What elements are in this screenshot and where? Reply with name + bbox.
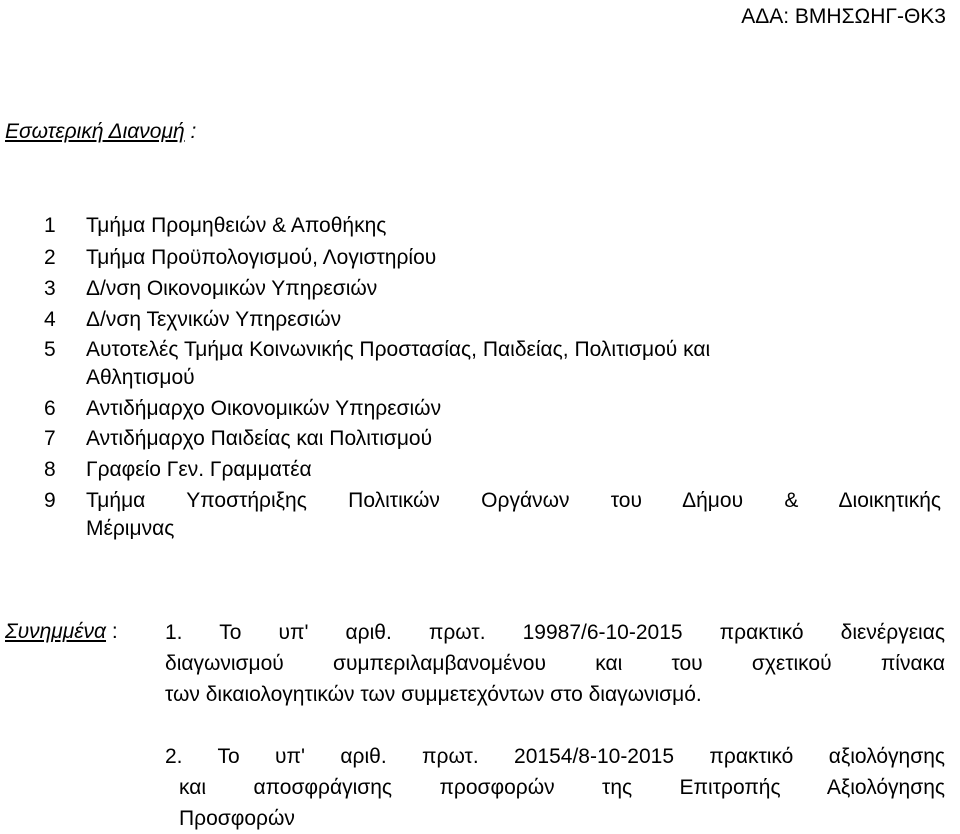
attachments-colon: : — [106, 620, 118, 643]
list-item-text: Δ/νση Οικονομικών Υπηρεσιών — [86, 277, 378, 300]
list-item-text: Αντιδήμαρχο Οικονομικών Υπηρεσιών — [86, 397, 442, 420]
attachments-heading — [5, 621, 118, 642]
list-item-text: Τμήμα Υποστήριξης Πολιτικών Οργάνων του Δήμου & Διοικητικής Μέριμνας — [86, 489, 941, 540]
attachment-line: 2. Το υπ' αριθ. πρωτ. 20154/8-10-2015 πρακτικό αξιολόγησης — [165, 745, 945, 768]
list-item — [44, 425, 941, 456]
list-item — [44, 275, 941, 306]
list-item-number: 7 — [44, 427, 56, 450]
attachment-line: των δικαιολογητικών των συμμετεχόντων στο διαγωνισμό. — [165, 683, 702, 706]
attachments-label: Συνημμένα — [5, 620, 107, 643]
list-item-number: 4 — [44, 308, 56, 331]
list-item-number: 6 — [44, 397, 56, 420]
distribution-colon: : — [184, 120, 197, 143]
list-item — [44, 456, 941, 487]
list-item-number: 2 — [44, 246, 56, 269]
distribution-heading — [5, 121, 196, 142]
list-item — [44, 487, 941, 547]
attachment-item-1 — [165, 617, 945, 710]
list-item-number: 3 — [44, 277, 56, 300]
list-item-text: Αντιδήμαρχο Παιδείας και Πολιτισμού — [86, 427, 433, 450]
list-item — [44, 306, 941, 336]
attachment-line: διαγωνισμού συμπεριλαμβανομένου και του σχετικού πίνακα — [165, 652, 945, 675]
list-item-text: Γραφείο Γεν. Γραμματέα — [86, 458, 312, 481]
list-item-number: 5 — [44, 338, 56, 361]
list-item-number: 1 — [44, 214, 56, 237]
list-item — [44, 212, 941, 244]
list-item — [44, 244, 941, 275]
distribution-list — [44, 212, 941, 547]
list-item-number: 8 — [44, 458, 56, 481]
document-id-ada: ΑΔΑ: ΒΜΗΣΩΗΓ-ΘΚ3 — [741, 5, 946, 28]
list-item-text: Τμήμα Προμηθειών & Αποθήκης — [86, 214, 387, 237]
list-item-text: Δ/νση Τεχνικών Υπηρεσιών — [86, 308, 342, 331]
list-item-text: Τμήμα Προϋπολογισμού, Λογιστηρίου — [86, 246, 437, 269]
distribution-title: Εσωτερική Διανομή — [5, 120, 185, 143]
attachment-line: Προσφορών — [179, 807, 295, 830]
list-item — [44, 336, 941, 395]
attachment-line: και αποσφράγισης προσφορών της Επιτροπής Αξιολόγησης — [179, 776, 945, 799]
list-item-text: Αυτοτελές Τμήμα Κοινωνικής Προστασίας, Παιδείας, Πολιτισμού και Αθλητισμού — [86, 338, 711, 389]
list-item — [44, 395, 941, 425]
list-item-number: 9 — [44, 489, 56, 512]
attachment-line: 1. Το υπ' αριθ. πρωτ. 19987/6-10-2015 πρακτικό διενέργειας — [165, 621, 945, 644]
attachment-item-2 — [165, 741, 945, 834]
